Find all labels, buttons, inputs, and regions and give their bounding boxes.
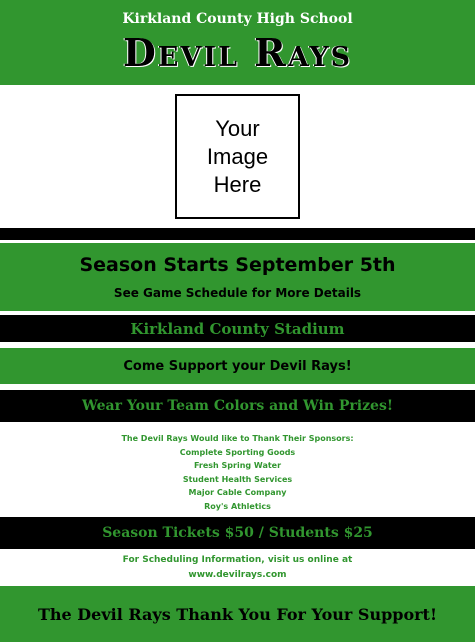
image-placeholder[interactable] xyxy=(175,94,300,219)
support-text: Come Support your Devil Rays! xyxy=(123,358,352,374)
colors-prizes-band xyxy=(0,390,475,422)
sponsor-item: Fresh Spring Water xyxy=(193,461,282,470)
black-divider xyxy=(0,228,475,240)
footer-band xyxy=(0,586,475,642)
schedule-info-line-1: For Scheduling Information, visit us online at xyxy=(122,554,353,565)
sponsor-item: Major Cable Company xyxy=(188,488,287,497)
schedule-info xyxy=(0,551,475,584)
team-name: Devil Rays xyxy=(122,30,353,75)
tickets-band xyxy=(0,517,475,549)
sponsor-item: Roy's Athletics xyxy=(204,501,271,511)
season-subline: See Game Schedule for More Details xyxy=(113,286,362,300)
season-band xyxy=(0,243,475,311)
tickets-text: Season Tickets $50 / Students $25 xyxy=(102,525,373,541)
sponsors-intro: The Devil Rays Would like to Thank Their Sponsors: xyxy=(121,434,354,443)
footer-text: The Devil Rays Thank You For Your Support! xyxy=(38,604,437,624)
sponsor-item: Student Health Services xyxy=(182,474,293,484)
image-placeholder-line-2: Image xyxy=(206,143,269,169)
image-area xyxy=(0,85,475,228)
support-band xyxy=(0,348,475,384)
sponsors-section xyxy=(0,428,475,514)
stadium-band xyxy=(0,315,475,342)
image-placeholder-line-3: Here xyxy=(213,171,262,197)
schedule-website-link[interactable]: www.devilrays.com xyxy=(188,569,287,580)
stadium-text: Kirkland County Stadium xyxy=(130,319,345,338)
school-name: Kirkland County High School xyxy=(122,11,353,27)
image-placeholder-line-1: Your xyxy=(215,115,260,141)
colors-prizes-text: Wear Your Team Colors and Win Prizes! xyxy=(82,398,393,414)
header-band xyxy=(0,0,475,85)
season-headline: Season Starts September 5th xyxy=(79,254,396,276)
sponsor-item: Complete Sporting Goods xyxy=(179,447,296,457)
